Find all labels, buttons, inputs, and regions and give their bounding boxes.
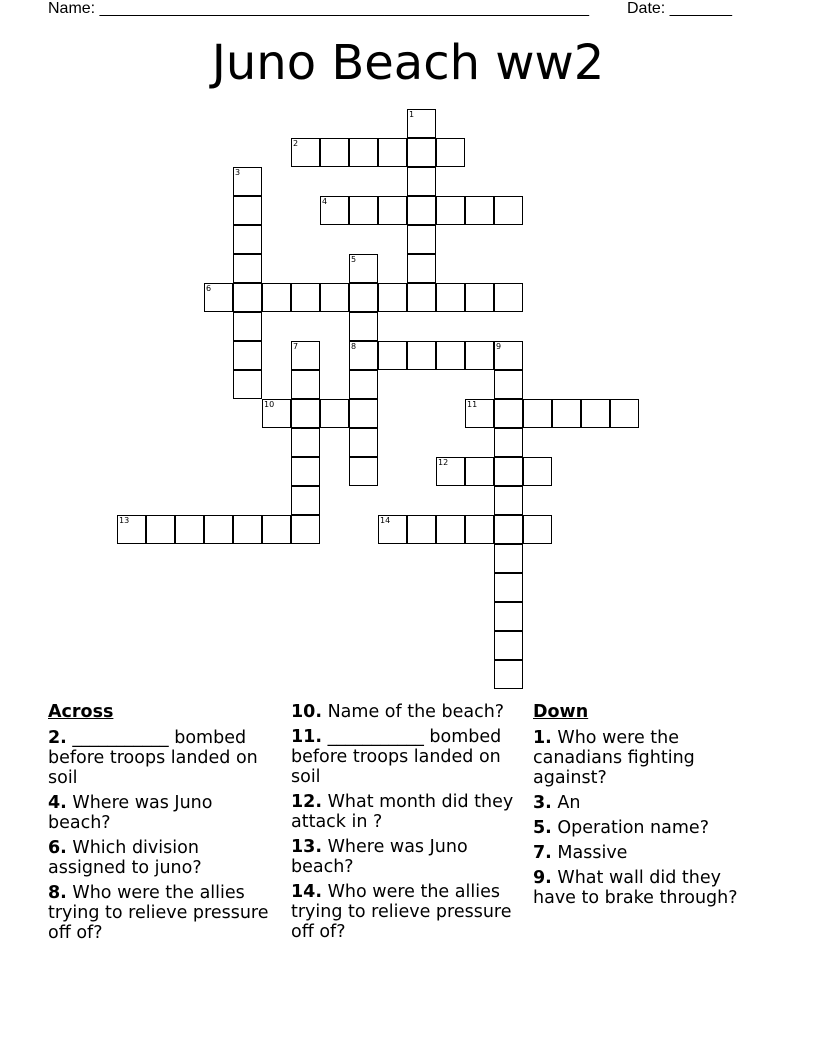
- clue-number: 7: [293, 342, 299, 351]
- clue-number: 9: [496, 342, 502, 351]
- clue: [291, 727, 521, 787]
- clue-number: 13: [119, 516, 130, 525]
- crossword-cell[interactable]: [610, 399, 639, 428]
- crossword-cell[interactable]: [233, 254, 262, 283]
- crossword-cell[interactable]: [262, 515, 291, 544]
- crossword-cell[interactable]: [349, 283, 378, 312]
- crossword-cell[interactable]: [233, 370, 262, 399]
- crossword-cell[interactable]: [465, 399, 494, 428]
- clue: [48, 838, 278, 878]
- clue-text: ___________ bombed before troops landed on soil: [291, 727, 502, 787]
- clue-text: Who were the allies trying to relieve pressure off of?: [291, 882, 512, 942]
- clue: [533, 793, 763, 813]
- clue-text: Operation name?: [557, 818, 709, 838]
- clue-text: ___________ bombed before troops landed on soil: [48, 728, 258, 788]
- crossword-cell[interactable]: [291, 457, 320, 486]
- crossword-cell[interactable]: [349, 254, 378, 283]
- clue-number: 6.: [48, 838, 67, 858]
- crossword-cell[interactable]: [291, 283, 320, 312]
- clue: [533, 728, 763, 788]
- clue: [291, 882, 521, 942]
- clue-text: Where was Juno beach?: [291, 837, 468, 877]
- crossword-cell[interactable]: [523, 399, 552, 428]
- crossword-cell[interactable]: [494, 370, 523, 399]
- crossword-cell[interactable]: [494, 515, 523, 544]
- crossword-cell[interactable]: [262, 283, 291, 312]
- crossword-cell[interactable]: [494, 399, 523, 428]
- clue-number: 3.: [533, 793, 552, 813]
- crossword-cell[interactable]: [465, 341, 494, 370]
- crossword-cell[interactable]: [494, 660, 523, 689]
- clue-number: 12.: [291, 792, 323, 812]
- clue-number: 10: [264, 400, 275, 409]
- page-title: Juno Beach ww2: [211, 35, 605, 91]
- crossword-cell[interactable]: [349, 312, 378, 341]
- clue: [48, 728, 278, 788]
- crossword-cell[interactable]: [436, 457, 465, 486]
- across-clues-column-2: [291, 702, 521, 947]
- crossword-cell[interactable]: [523, 515, 552, 544]
- crossword-cell[interactable]: [233, 312, 262, 341]
- crossword-cell[interactable]: [262, 399, 291, 428]
- crossword-cell[interactable]: [349, 196, 378, 225]
- crossword-cell[interactable]: [494, 341, 523, 370]
- clue-number: 11: [467, 400, 478, 409]
- crossword-cell[interactable]: [291, 138, 320, 167]
- crossword-cell[interactable]: [349, 370, 378, 399]
- clue-number: 4.: [48, 793, 67, 813]
- crossword-cell[interactable]: [349, 428, 378, 457]
- crossword-cell[interactable]: [494, 486, 523, 515]
- crossword-cell[interactable]: [320, 283, 349, 312]
- crossword-cell[interactable]: [320, 138, 349, 167]
- crossword-cell[interactable]: [407, 341, 436, 370]
- crossword-cell[interactable]: [378, 515, 407, 544]
- clue-number: 8: [351, 342, 357, 351]
- clue: [291, 837, 521, 877]
- crossword-cell[interactable]: [494, 283, 523, 312]
- clue-number: 2.: [48, 728, 67, 748]
- crossword-cell[interactable]: [407, 196, 436, 225]
- crossword-cell[interactable]: [436, 341, 465, 370]
- crossword-cell[interactable]: [436, 515, 465, 544]
- clue-number: 8.: [48, 883, 67, 903]
- crossword-cell[interactable]: [233, 283, 262, 312]
- crossword-cell[interactable]: [465, 515, 494, 544]
- crossword-cell[interactable]: [291, 428, 320, 457]
- clue-number: 7.: [533, 843, 552, 863]
- clue-number: 5: [351, 255, 357, 264]
- clue-number: 9.: [533, 868, 552, 888]
- across-clues-column-1: [48, 702, 278, 948]
- crossword-cell[interactable]: [349, 341, 378, 370]
- crossword-cell[interactable]: [407, 225, 436, 254]
- crossword-cell[interactable]: [465, 457, 494, 486]
- crossword-cell[interactable]: [291, 486, 320, 515]
- crossword-cell[interactable]: [378, 138, 407, 167]
- crossword-cell[interactable]: [407, 283, 436, 312]
- crossword-cell[interactable]: [233, 225, 262, 254]
- crossword-cell[interactable]: [146, 515, 175, 544]
- crossword-cell[interactable]: [233, 196, 262, 225]
- clue: [291, 792, 521, 832]
- clue-text: What month did they attack in ?: [291, 792, 514, 832]
- clue-number: 1.: [533, 728, 552, 748]
- clue-number: 5.: [533, 818, 552, 838]
- clue: [533, 868, 763, 908]
- clue-number: 2: [293, 139, 299, 148]
- crossword-cell[interactable]: [436, 196, 465, 225]
- clue-number: 4: [322, 197, 328, 206]
- crossword-cell[interactable]: [436, 138, 465, 167]
- crossword-cell[interactable]: [291, 370, 320, 399]
- crossword-cell[interactable]: [291, 341, 320, 370]
- name-field-label[interactable]: Name: _______________________________________________________: [48, 0, 589, 17]
- crossword-cell[interactable]: [494, 428, 523, 457]
- crossword-cell[interactable]: [378, 196, 407, 225]
- clue-number: 10.: [291, 702, 323, 722]
- crossword-cell[interactable]: [233, 515, 262, 544]
- crossword-cell[interactable]: [407, 254, 436, 283]
- clue: [48, 793, 278, 833]
- crossword-cell[interactable]: [233, 167, 262, 196]
- clue-text: Who were the allies trying to relieve pressure off of?: [48, 883, 269, 943]
- crossword-cell[interactable]: [407, 109, 436, 138]
- clue: [533, 843, 763, 863]
- crossword-cell[interactable]: [494, 631, 523, 660]
- crossword-cell[interactable]: [175, 515, 204, 544]
- crossword-cell[interactable]: [494, 196, 523, 225]
- down-heading: Down: [533, 702, 589, 722]
- clue-text: Who were the canadians fighting against?: [533, 728, 695, 788]
- clue-text: Which division assigned to juno?: [48, 838, 202, 878]
- crossword-cell[interactable]: [291, 515, 320, 544]
- clue: [48, 883, 278, 943]
- clue-number: 14.: [291, 882, 323, 902]
- clue-number: 3: [235, 168, 241, 177]
- crossword-cell[interactable]: [465, 283, 494, 312]
- crossword-cell[interactable]: [378, 341, 407, 370]
- crossword-cell[interactable]: [465, 196, 494, 225]
- crossword-cell[interactable]: [320, 399, 349, 428]
- crossword-cell[interactable]: [117, 515, 146, 544]
- clue-text: Name of the beach?: [327, 702, 505, 722]
- clue-number: 6: [206, 284, 212, 293]
- crossword-cell[interactable]: [523, 457, 552, 486]
- clue-text: Where was Juno beach?: [48, 793, 213, 833]
- clue-number: 14: [380, 516, 391, 525]
- clue: [533, 818, 763, 838]
- crossword-cell[interactable]: [320, 196, 349, 225]
- crossword-cell[interactable]: [552, 399, 581, 428]
- clue-number: 13.: [291, 837, 323, 857]
- clue-number: 12: [438, 458, 449, 467]
- clue: [291, 702, 521, 722]
- clue-number: 11.: [291, 727, 323, 747]
- crossword-cell[interactable]: [291, 399, 320, 428]
- crossword-cell[interactable]: [349, 457, 378, 486]
- crossword-cell[interactable]: [407, 138, 436, 167]
- down-clues-column: [533, 702, 763, 913]
- crossword-cell[interactable]: [581, 399, 610, 428]
- crossword-cell[interactable]: [494, 602, 523, 631]
- crossword-cell[interactable]: [233, 341, 262, 370]
- crossword-cell[interactable]: [204, 515, 233, 544]
- clue-text: What wall did they have to brake through?: [533, 868, 738, 908]
- clue-text: Massive: [557, 843, 628, 863]
- clue-number: 1: [409, 110, 415, 119]
- crossword-cell[interactable]: [349, 138, 378, 167]
- crossword-cell[interactable]: [494, 573, 523, 602]
- crossword-cell[interactable]: [349, 399, 378, 428]
- across-heading: Across: [48, 702, 114, 722]
- crossword-cell[interactable]: [407, 167, 436, 196]
- date-field-label[interactable]: Date: _______: [627, 0, 732, 17]
- crossword-cell[interactable]: [436, 283, 465, 312]
- crossword-cell[interactable]: [407, 515, 436, 544]
- crossword-cell[interactable]: [204, 283, 233, 312]
- crossword-cell[interactable]: [494, 544, 523, 573]
- clue-text: An: [557, 793, 581, 813]
- crossword-cell[interactable]: [494, 457, 523, 486]
- crossword-cell[interactable]: [378, 283, 407, 312]
